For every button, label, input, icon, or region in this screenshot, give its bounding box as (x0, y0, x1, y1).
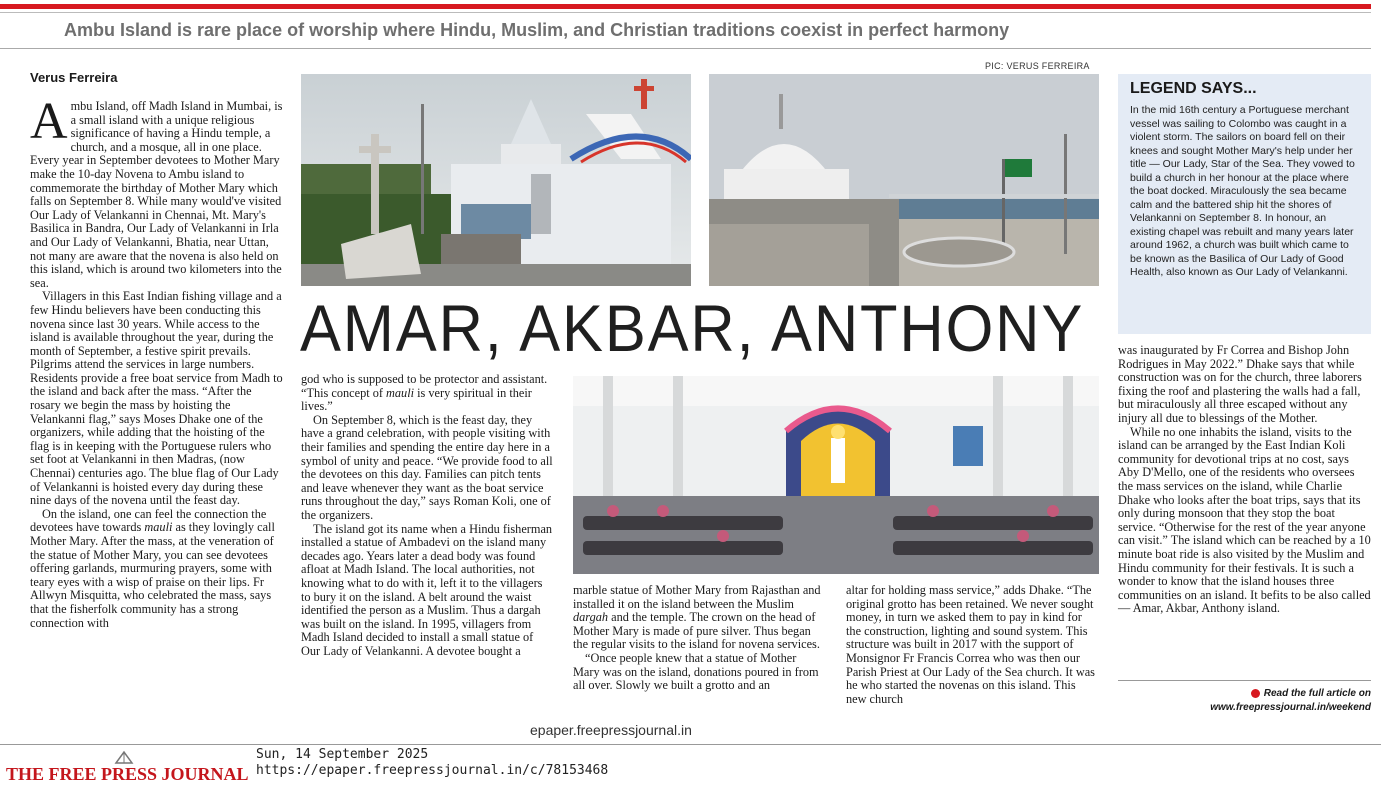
edition-date: Sun, 14 September 2025 (256, 747, 429, 762)
legend-box (1118, 74, 1371, 334)
paragraph: marble statue of Mother Mary from Rajasthan and installed it on the island between the Muslim dargah and the temple. The crown on the head of Mother Mary is made of pure silver. Thus began the regular visits to the island for novena services. (573, 583, 821, 652)
drop-cap: A (30, 93, 68, 150)
article-column-4 (846, 584, 1098, 706)
top-red-rule (0, 4, 1371, 9)
footer-divider (0, 744, 1381, 745)
pointer-icon (1251, 689, 1260, 698)
photo-church-interior (573, 376, 1099, 574)
epaper-watermark: epaper.freepressjournal.in (530, 722, 692, 738)
top-thin-rule (0, 12, 1371, 13)
article-column-2 (301, 373, 553, 658)
logo-text: THE FREE PRESS JOURNAL (6, 764, 249, 784)
emblem-icon (114, 750, 134, 764)
article-column-1 (30, 93, 284, 630)
legend-heading: LEGEND SAYS... (1130, 80, 1257, 97)
newspaper-logo (6, 750, 249, 784)
paragraph: The island got its name when a Hindu fisherman installed a statue of Ambadevi on the island many decades ago. Years later a dead body was found afloat at Madh Island. The local authorities, not knowing what to do with it, left it to the villagers to bury it on the island. A belt around the waist identified the person as a Muslim. Thus a dargah was built on the island. In 1995, villagers from Madh Island decided to install a small statue of Our Lady of Velankanni. A devotee bought a (301, 521, 553, 658)
paragraph: mbu Island, off Madh Island in Mumbai, is a small island with a unique religious significance of having a Hindu temple, a church, and a mosque, all in one place. Every year in September devotees to Mother Mary make the 10-day Novena to Ambu island to commemorate the birthday of Mother Mary which falls on September 8. While many would've visited Our Lady of Velankanni in Chennai, Mt. Mary's Basilica in Bandra, Our Lady of Velankanni in Irla and Our Lady of Velankanni, Bhatia, near Uttan, not many are aware that the novena is also held on this island, which is around two kilometers into the sea. (30, 99, 283, 290)
strap-headline: Ambu Island is rare place of worship where Hindu, Muslim, and Christian traditions coexist in perfect harmony (64, 20, 1010, 40)
read-more-note[interactable]: Read the full article on www.freepressjournal.in/weekend (1118, 680, 1371, 715)
paragraph: On the island, one can feel the connection the devotees have towards mauli as they lovingly call Mother Mary. After the mass, at the veneration of the statue of Mother Mary, you can see devotees offering garlands, murmuring prayers, some with teary eyes with a wisp of praise on their lips. Fr Allwyn Misquitta, who celebrated the mass, says that the fisherfolk community has a strong connection with (30, 506, 275, 630)
feature-title: AMAR, AKBAR, ANTHONY (300, 291, 1085, 365)
footer-meta (256, 747, 608, 779)
paragraph: On September 8, which is the feast day, they have a grand celebration, with people visiting with their families and spending the entire day here in a symbol of unity and peace. “We provide food to all the devotees on this day. Families can pitch tents and leave whenever they want as the boat service runs throughout the day,” says Roman Koli, one of the organizers. (301, 412, 553, 522)
paragraph: altar for holding mass service,” adds Dhake. “The original grotto has been retained. We never sought money, in turn we asked them to pay in kind for the construction, lighting and sound system. This structure was built in 2017 with the support of Monsignor Fr Francis Correa who was then our Parish Priest at Our Lady of the Sea church. It was he who started the novenas on this island. This new church (846, 583, 1095, 706)
edition-url[interactable]: https://epaper.freepressjournal.in/c/78153468 (256, 763, 609, 778)
paragraph: “Once people knew that a statue of Mother Mary was on the island, donations poured in from all over. Slowly we built a grotto and an (573, 650, 819, 693)
paragraph: While no one inhabits the island, visits to the island can be arranged by the East Indian Koli community for devotional trips at no cost, says Aby D'Mello, one of the residents who oversees the mass services on the island, while Charlie Dhake who looks after the boat trips, says that its only during monsoon that they stop the boat service. “Otherwise for the rest of the year anyone can visit.” The island which can be reached by a 10 minute boat ride is also visited by the Muslim and Hindu community for their festivals. It is such a wonder to know that the island houses three communities on an island. It befits to be also called — Amar, Akbar, Anthony island. (1118, 424, 1371, 616)
paragraph: god who is supposed to be protector and assistant. “This concept of mauli is very spiritual in their lives.” (301, 372, 548, 414)
paragraph: was inaugurated by Fr Correa and Bishop John Rodrigues in May 2022.” Dhake says that while construction was on for the church, three laborers fixing the roof and plastering the walls had a fall, but miraculously all three escaped without any injury all due to blessings of the Mother. (1118, 343, 1362, 425)
read-more-link[interactable]: www.freepressjournal.in/weekend (1210, 702, 1371, 713)
photo-credit: PIC: VERUS FERREIRA (985, 61, 1090, 71)
paragraph: Villagers in this East Indian fishing village and a few Hindu believers have been conducting this novena since last 30 years. While access to the island is available throughout the year, during the month of September, a festive spirit prevails. Pilgrims attend the services in large numbers. Residents provide a free boat service from Madh to the island and back after the mass. “After the rosary we begin the mass by hoisting the Velankanni flag,” says Moses Dhake one of the organizers, while adding that the hoisting of the flag is in keeping with the Portuguese rulers who set foot at Velankanni in then Madras, (now Chennai) centuries ago. The blue flag of Our Lady of Velankanni is hoisted every day during these nine days of the novena until the feast day. (30, 289, 283, 508)
article-column-5 (1118, 344, 1372, 616)
article-column-3 (573, 584, 825, 693)
photo-dargah-sea (709, 74, 1099, 286)
legend-body: In the mid 16th century a Portuguese merchant vessel was sailing to Colombo was caught in a violent storm. The sailors on board fell on their knees and sought Mother Mary's help under her title — Our Lady, Star of the Sea. They vowed to build a church in her honour at the place where the boat docked. Miraculously the sea became calm and the battered ship hit the shores of Velankanni on September 8. In honour, an existing chapel was rebuilt and many years later around 1962, a church was built which came to be known as the Basilica of Our Lady of Good Health, also known as Our Lady of Velankanni. (1130, 104, 1355, 278)
byline: Verus Ferreira (30, 70, 118, 85)
photo-temple-church (301, 74, 691, 286)
